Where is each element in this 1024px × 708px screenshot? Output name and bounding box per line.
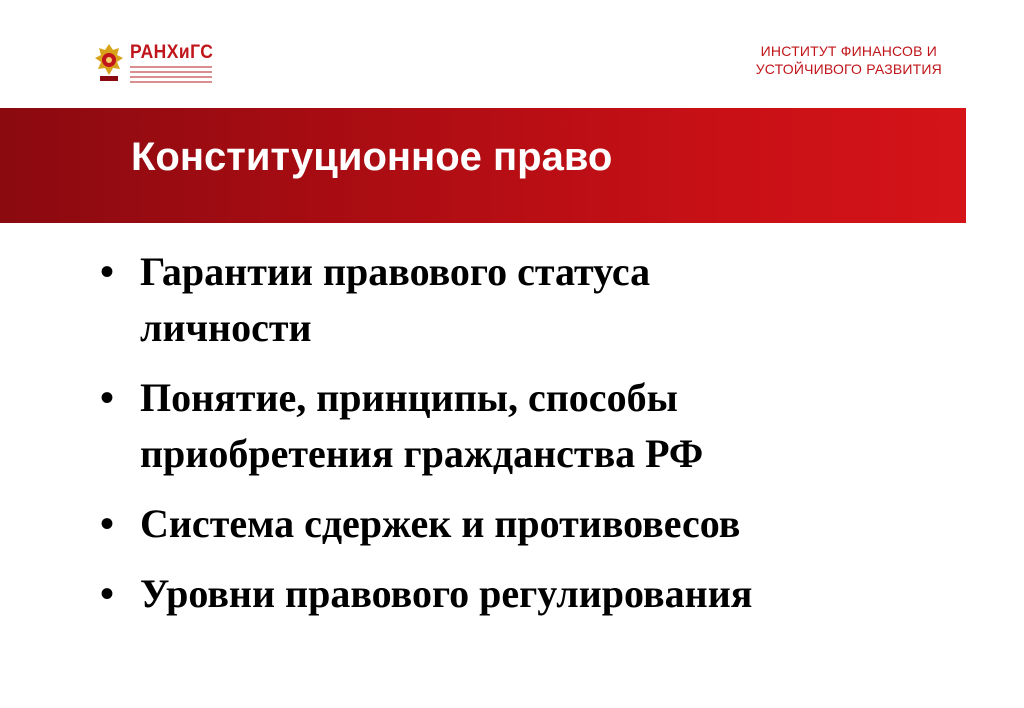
institute-line-2: УСТОЙЧИВОГО РАЗВИТИЯ bbox=[755, 61, 942, 77]
bullet-marker: • bbox=[100, 571, 115, 616]
bullet-marker: • bbox=[100, 249, 115, 294]
bullet-item bbox=[100, 370, 960, 482]
bullet-list bbox=[100, 244, 960, 636]
bullet-text-line: Понятие, принципы, способы bbox=[140, 375, 678, 420]
ranepa-emblem-icon bbox=[92, 40, 126, 84]
bullet-text-line: приобретения гражданства РФ bbox=[140, 431, 704, 476]
bullet-marker: • bbox=[100, 375, 115, 420]
title-banner bbox=[0, 108, 966, 223]
bullet-text-line: Гарантии правового статуса bbox=[140, 249, 651, 294]
bullet-text-line: Система сдержек и противовесов bbox=[140, 501, 741, 546]
logo-wordmark: РАНХиГС bbox=[130, 42, 214, 63]
bullet-item bbox=[100, 566, 960, 622]
bullet-text-line: личности bbox=[140, 305, 312, 350]
institute-name bbox=[756, 42, 942, 78]
slide-title: Конституционное право bbox=[131, 135, 613, 179]
logo-tagline bbox=[130, 66, 212, 86]
bullet-item bbox=[100, 496, 960, 552]
bullet-item bbox=[100, 244, 960, 356]
institute-line-1: ИНСТИТУТ ФИНАНСОВ И bbox=[760, 43, 938, 59]
ranepa-logo bbox=[92, 40, 252, 86]
bullet-marker: • bbox=[100, 501, 115, 546]
bullet-text-line: Уровни правового регулирования bbox=[140, 571, 753, 616]
